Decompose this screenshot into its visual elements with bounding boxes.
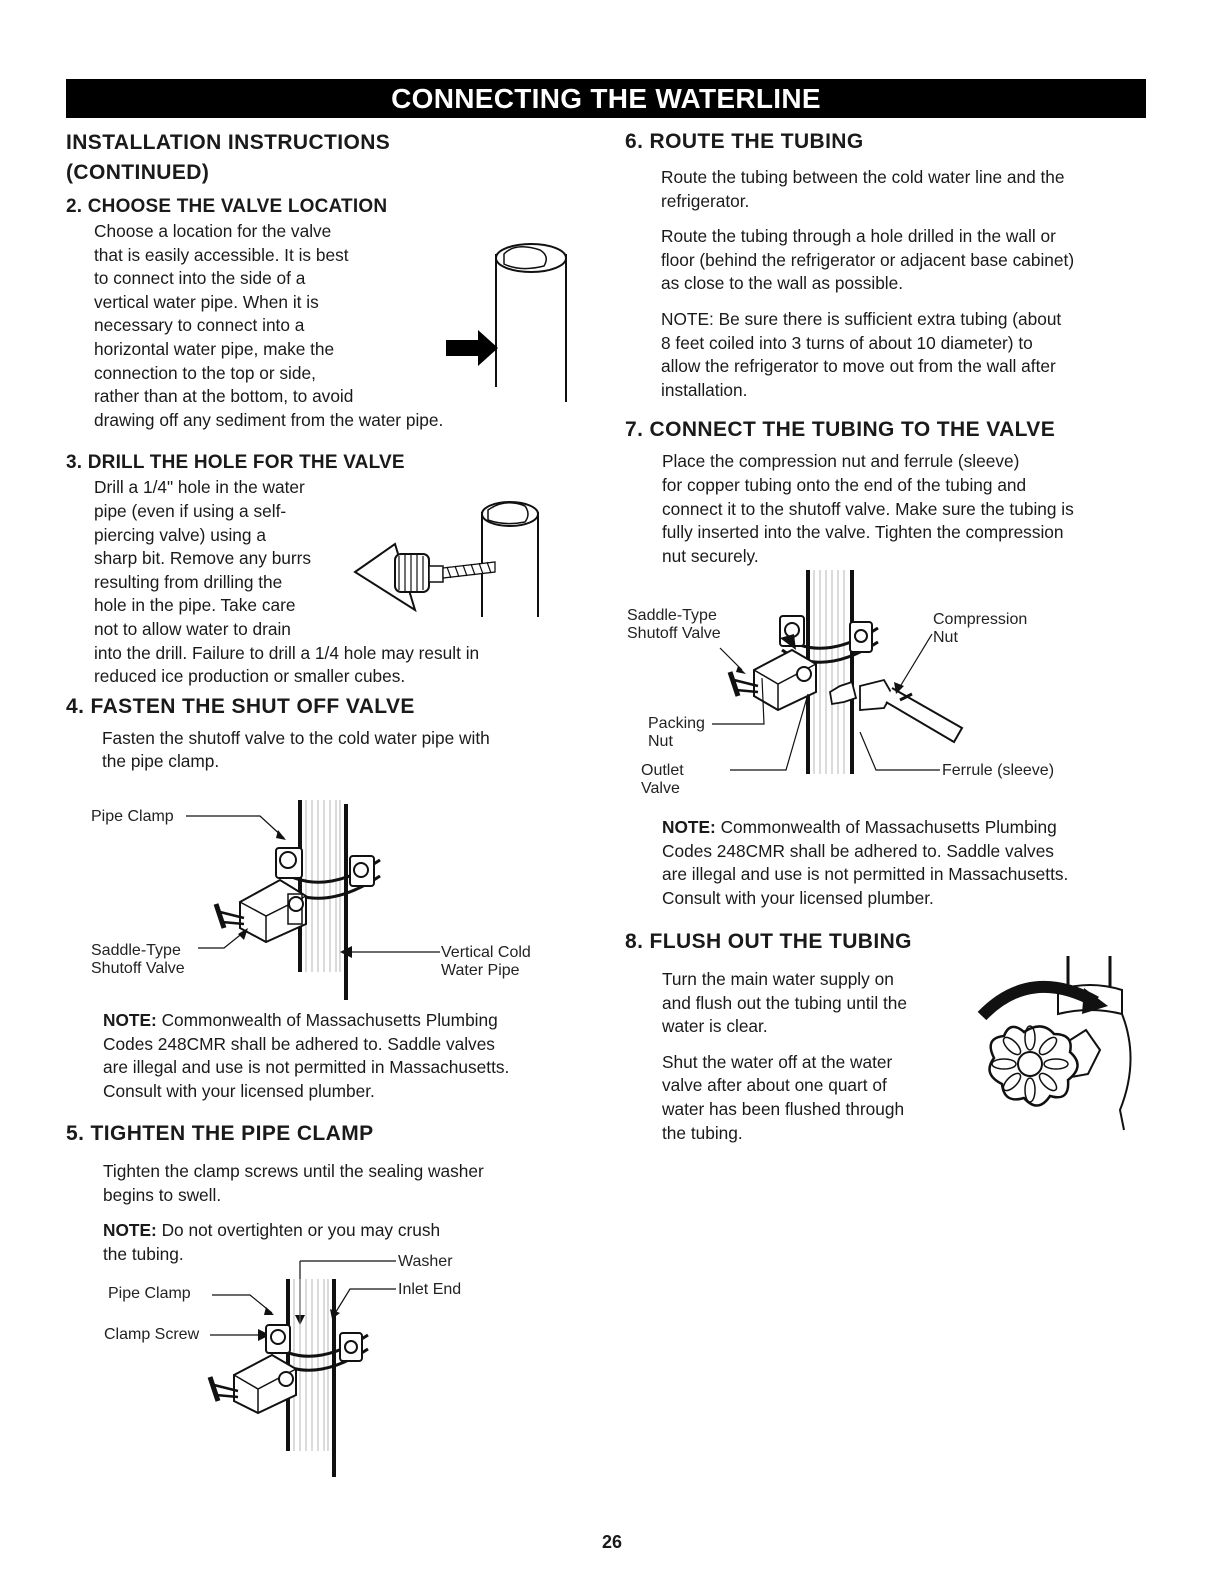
- shutoff-valve-figure: [180, 800, 460, 1005]
- text-line: connect it to the shutoff valve. Make sure the tubing is: [662, 498, 1074, 519]
- label-pipe-clamp-5: Pipe Clamp: [108, 1285, 191, 1302]
- note-label: NOTE:: [662, 817, 716, 837]
- text-line: Consult with your licensed plumber.: [662, 887, 934, 908]
- label-outlet-valve: Valve: [641, 780, 680, 797]
- text-line: necessary to connect into a: [94, 315, 305, 336]
- text-line: hole in the pipe. Take care: [94, 595, 296, 616]
- text-line: nut securely.: [662, 545, 759, 566]
- text-line: rather than at the bottom, to avoid: [94, 386, 354, 407]
- text-line: to connect into the side of a: [94, 268, 306, 289]
- text-line: sharp bit. Remove any burrs: [94, 548, 312, 569]
- text-line: the tubing.: [103, 1243, 184, 1264]
- text-line: the pipe clamp.: [102, 751, 220, 772]
- section-4-body: [66, 727, 586, 774]
- text-line: Tighten the clamp screws until the sealing washer: [103, 1161, 484, 1181]
- text-line: Choose a location for the valve: [94, 221, 332, 241]
- section-6-title: 6. ROUTE THE TUBING: [625, 130, 864, 153]
- text-line: allow the refrigerator to move out from the wall after: [661, 356, 1056, 377]
- label-saddle-type: Saddle-Type: [91, 942, 181, 959]
- label-pipe-clamp: Pipe Clamp: [91, 808, 174, 825]
- text-line: Route the tubing between the cold water line and the: [661, 167, 1065, 187]
- right-column: [625, 124, 1145, 568]
- label-saddle-type-7: Saddle-Type: [627, 607, 717, 624]
- text-line: begins to swell.: [103, 1184, 222, 1205]
- section-7-note: [662, 816, 1142, 910]
- label-inlet-end: Inlet End: [398, 1281, 462, 1298]
- section-4-title: 4. FASTEN THE SHUT OFF VALVE: [66, 694, 415, 718]
- text-line: resulting from drilling the: [94, 571, 283, 592]
- page-banner: CONNECTING THE WATERLINE: [66, 79, 1146, 118]
- section-5-title: 5. TIGHTEN THE PIPE CLAMP: [66, 1122, 374, 1145]
- section-8-body: [662, 968, 962, 1145]
- text-line: Place the compression nut and ferrule (sleeve): [662, 451, 1020, 472]
- label-packing-nut: Nut: [648, 733, 673, 750]
- text-line: that is easily accessible. It is best: [94, 244, 349, 265]
- text-line: Shut the water off at the water: [662, 1051, 893, 1072]
- text-line: into the drill. Failure to drill a 1/4 hole may result in: [94, 642, 480, 663]
- label-nut: Nut: [933, 629, 958, 646]
- section-8-title: 8. FLUSH OUT THE TUBING: [625, 930, 912, 953]
- label-vertical-cold: Vertical Cold: [441, 944, 531, 961]
- label-clamp-screw: Clamp Screw: [104, 1326, 200, 1343]
- label-packing: Packing: [648, 715, 705, 732]
- text-line: reduced ice production or smaller cubes.: [94, 666, 406, 687]
- text-line: installation.: [661, 379, 748, 400]
- text-line: for copper tubing onto the end of the tubing and: [662, 474, 1027, 495]
- text-line: Commonwealth of Massachusetts Plumbing: [156, 1010, 498, 1030]
- text-line: drawing off any sediment from the water pipe.: [94, 409, 444, 430]
- page-number: 26: [601, 1532, 623, 1552]
- text-line: as close to the wall as possible.: [661, 273, 904, 294]
- drill-figure: [355, 492, 555, 627]
- label-shutoff-valve-7: Shutoff Valve: [627, 625, 721, 642]
- label-outlet: Outlet: [641, 762, 684, 779]
- label-water-pipe: Water Pipe: [441, 962, 520, 979]
- section-4-note: [103, 1009, 583, 1103]
- section-7-body: [625, 450, 1145, 568]
- pipe-clamp-figure: [200, 1255, 400, 1480]
- section-3-title: 3. DRILL THE HOLE FOR THE VALVE: [66, 452, 405, 474]
- text-line: piercing valve) using a: [94, 524, 266, 545]
- text-line: Turn the main water supply on: [662, 969, 894, 989]
- section-7-title: 7. CONNECT THE TUBING TO THE VALVE: [625, 418, 1056, 442]
- text-line: vertical water pipe. When it is: [94, 291, 319, 312]
- label-ferrule: Ferrule (sleeve): [942, 762, 1055, 779]
- text-line: Commonwealth of Massachusetts Plumbing: [715, 817, 1057, 837]
- text-line: Fasten the shutoff valve to the cold water pipe with: [102, 727, 490, 748]
- section-6-body: [625, 166, 1145, 402]
- label-compression: Compression: [933, 611, 1028, 628]
- text-line: the tubing.: [662, 1122, 743, 1143]
- text-line: Consult with your licensed plumber.: [103, 1080, 375, 1101]
- text-line: not to allow water to drain: [94, 618, 291, 639]
- water-valve-knob-figure: [970, 950, 1140, 1135]
- text-line: connection to the top or side,: [94, 362, 316, 383]
- text-line: Codes 248CMR shall be adhered to. Saddle valves: [662, 840, 1054, 861]
- main-heading-line-1: INSTALLATION INSTRUCTIONS: [66, 131, 391, 154]
- text-line: horizontal water pipe, make the: [94, 338, 335, 359]
- text-line: pipe (even if using a self-: [94, 500, 287, 521]
- text-line: Codes 248CMR shall be adhered to. Saddle valves: [103, 1033, 495, 1054]
- text-line: are illegal and use is not permitted in Massachusetts.: [662, 864, 1069, 885]
- label-shutoff-valve: Shutoff Valve: [91, 960, 185, 977]
- label-washer: Washer: [398, 1253, 453, 1270]
- text-line: Do not overtighten or you may crush: [156, 1220, 441, 1241]
- text-line: water has been flushed through: [662, 1098, 905, 1119]
- note-label: NOTE:: [103, 1220, 157, 1241]
- text-line: and flush out the tubing until the: [662, 992, 908, 1013]
- text-line: Drill a 1/4" hole in the water: [94, 477, 305, 498]
- text-line: NOTE: Be sure there is sufficient extra tubing (about: [661, 308, 1062, 329]
- text-line: floor (behind the refrigerator or adjacent base cabinet): [661, 249, 1075, 270]
- left-column: [66, 124, 586, 774]
- section-5-body: [103, 1160, 583, 1266]
- text-line: refrigerator.: [661, 190, 750, 211]
- text-line: 8 feet coiled into 3 turns of about 10 diameter) to: [661, 332, 1033, 353]
- note-label: NOTE:: [103, 1010, 157, 1030]
- main-heading-line-2: (CONTINUED): [66, 161, 210, 184]
- text-line: are illegal and use is not permitted in Massachusetts.: [103, 1057, 510, 1078]
- compression-fitting-figure: [700, 570, 960, 780]
- text-line: water is clear.: [662, 1016, 768, 1037]
- text-line: Route the tubing through a hole drilled in the wall or: [661, 226, 1056, 247]
- section-2-title: 2. CHOOSE THE VALVE LOCATION: [66, 196, 388, 217]
- text-line: valve after about one quart of: [662, 1075, 887, 1096]
- vertical-pipe-figure: [440, 232, 580, 402]
- text-line: fully inserted into the valve. Tighten the compression: [662, 522, 1064, 543]
